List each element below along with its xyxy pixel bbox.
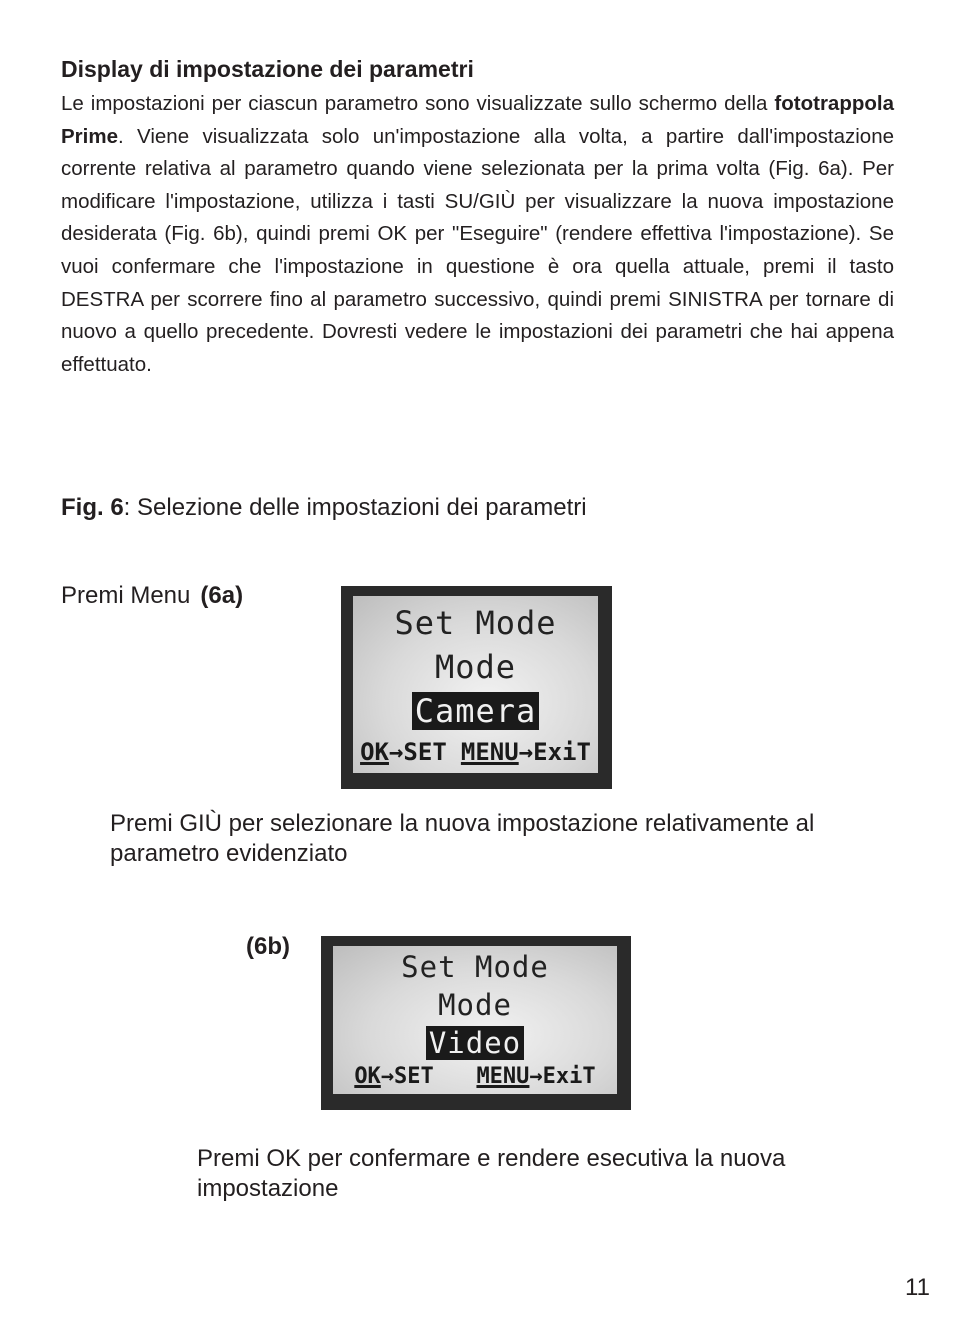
step-press-menu [61,582,243,610]
lcd-ok-hint [360,738,447,766]
figure-caption [61,494,587,522]
step-b-label: (6b) [246,933,290,960]
lcd-ok-action: →SET [380,1064,434,1089]
lcd-key-hints [333,1064,617,1089]
section-heading: Display di impostazione dei parametri [61,56,474,82]
lcd-display [333,946,617,1094]
lcd-ok-key: OK [354,1064,381,1089]
lcd-param: Mode [438,988,512,1022]
intro-product-name: fototrappola Prime [61,92,894,148]
lcd-menu-hint [461,738,591,766]
lcd-selected-value [353,692,598,730]
lcd-value-highlight: Camera [412,692,540,730]
lcd-menu-key: MENU [460,738,519,766]
lcd-menu-key: MENU [476,1064,530,1089]
camera-lcd-screen-a [341,586,612,789]
camera-lcd-screen-b [321,936,631,1110]
figure-caption-text: : Selezione delle impostazioni dei parametri [123,494,587,521]
lcd-ok-hint [354,1064,433,1089]
figure-label: Fig. 6 [61,494,124,521]
lcd-param: Mode [434,648,517,686]
step-press-down: Premi GIÙ per selezionare la nuova impostazione relativamente al parametro evidenziato [110,810,815,867]
intro-text-end: . Viene visualizzata solo un'impostazione alla volta, a partire dall'impostazione corrente relativa al parametro quando viene selezionata per la prima volta (Fig. 6a). Per modificare l'impostazione, utilizza i tasti SU/GIÙ per visualizzare la nuova impostazione desiderata (Fig. 6b), quindi premi OK per "Eseguire" (rendere effettiva l'impostazione). Se vuoi confermare che l'impostazione in questione è ora quella attuale, premi il tasto DESTRA per scorrere fino al parametro successivo, quindi premi SINISTRA per tornare di nuovo a quello precedente. Dovresti vedere le impostazioni dei parametri che hai appena effettuato. [61,124,894,376]
step-press-menu-text: Premi Menu [61,582,191,609]
lcd-title: Set Mode [394,604,557,642]
lcd-key-hints [353,738,598,766]
step-a-label: (6a) [200,582,244,609]
lcd-ok-action: →SET [388,738,447,766]
page-number: 11 [905,1274,930,1301]
step-press-ok: Premi OK per confermare e rendere esecutiva la nuova impostazione [197,1145,786,1202]
lcd-menu-hint [476,1064,595,1089]
lcd-title: Set Mode [401,950,549,984]
lcd-value-highlight: Video [426,1026,524,1060]
lcd-display [353,596,598,773]
lcd-selected-value [333,1026,617,1060]
intro-text-start: Le impostazioni per ciascun parametro sono visualizzate sullo schermo della [61,92,775,115]
intro-paragraph [61,88,894,381]
lcd-menu-action: →ExiT [518,738,591,766]
lcd-ok-key: OK [360,738,389,766]
lcd-menu-action: →ExiT [529,1064,596,1089]
